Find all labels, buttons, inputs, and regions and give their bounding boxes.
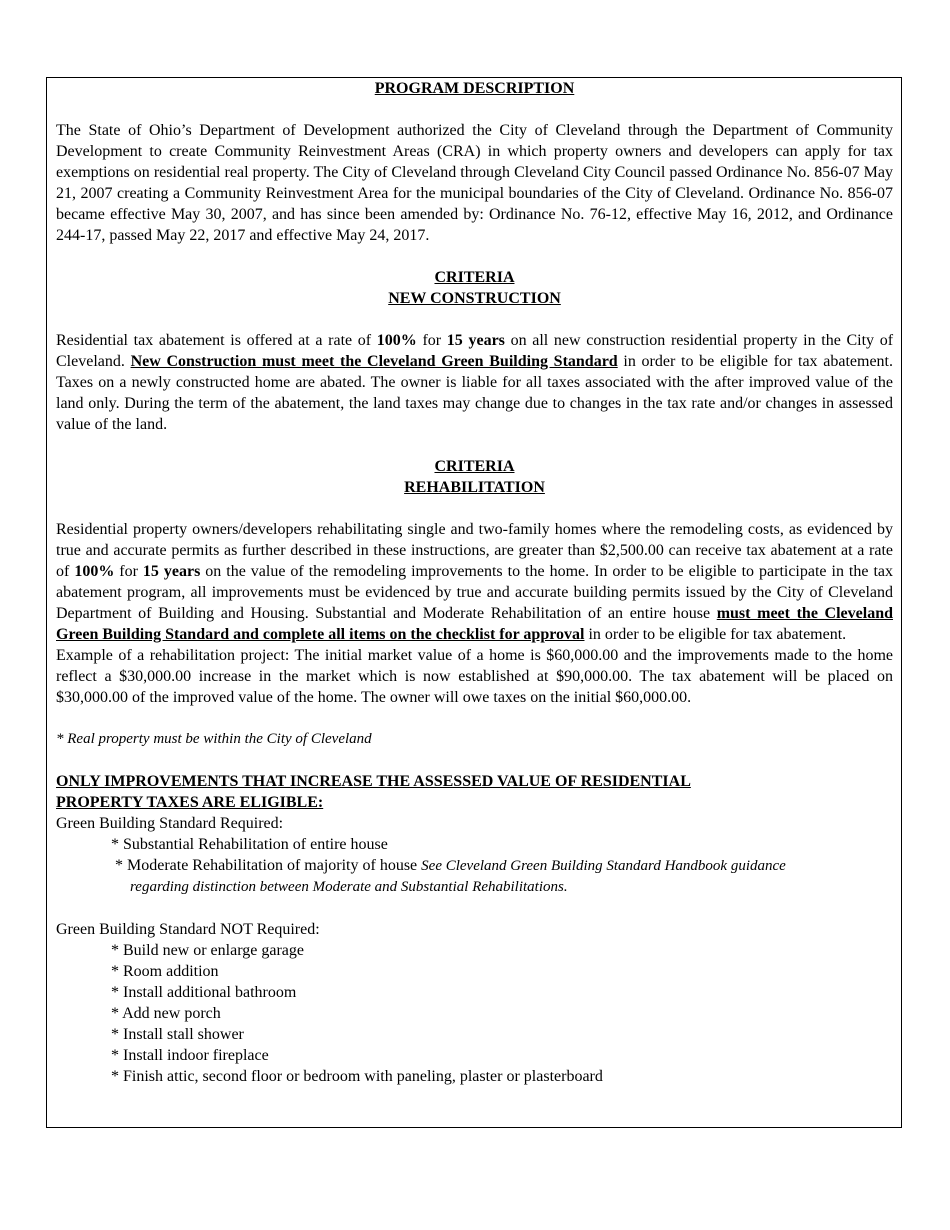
program-description-paragraph: The State of Ohio’s Department of Development authorized the City of Cleveland through the Department of Community Development to create Community Reinvestment Areas (CRA) in which property owners and developers can apply for tax exemptions on residential real property. The City of Cleveland through Cleveland City Council passed Ordinance No. 856-07 May 21, 2007 creating a Community Reinvestment Area for the municipal boundaries of the City of Cleveland. Ordinance No. 856-07 became effective May 30, 2007, and has since been amended by: Ordinance No. 76-12, effective May 16, 2012, and Ordinance 244-17, passed May 22, 2017 and effective May 24, 2017.: [56, 122, 893, 244]
not-required-item: * Build new or enlarge garage: [111, 942, 304, 959]
eligible-heading-line2: PROPERTY TAXES ARE ELIGIBLE:: [56, 794, 324, 811]
rehabilitation-heading: REHABILITATION: [404, 479, 545, 496]
real-property-note: * Real property must be within the City of Cleveland: [56, 731, 372, 747]
handbook-guidance: See Cleveland Green Building Standard Handbook guidance: [421, 858, 786, 874]
nc-text-1: Residential tax abatement is offered at a rate of: [56, 332, 377, 349]
rehab-text-2: for: [114, 563, 143, 580]
not-required-item: * Install additional bathroom: [111, 984, 297, 1001]
eligible-heading-line1: ONLY IMPROVEMENTS THAT INCREASE THE ASSESSED VALUE OF RESIDENTIAL: [56, 773, 691, 790]
nc-rate: 100%: [376, 332, 417, 349]
rehab-text-4: in order to be eligible for tax abatement.: [584, 626, 847, 643]
handbook-guidance-continued: regarding distinction between Moderate and Substantial Rehabilitations.: [130, 879, 568, 895]
rehab-rate: 100%: [74, 563, 115, 580]
not-required-item: * Install stall shower: [111, 1026, 244, 1043]
new-construction-heading: NEW CONSTRUCTION: [388, 290, 561, 307]
green-required-item: * Substantial Rehabilitation of entire house: [111, 836, 388, 853]
nc-requirement: New Construction must meet the Cleveland Green Building Standard: [130, 353, 618, 370]
new-construction-paragraph: [56, 330, 893, 435]
program-description-heading: PROGRAM DESCRIPTION: [374, 80, 575, 97]
rehab-text-3: on the value of the remodeling improvements to the home. In order to be eligible to participate in the tax abatement program, all improvements must be evidenced by true and accurate building permits issued by the City of Cleveland Department of Building and Housing. Substantial and Moderate Rehabilitation of an entire house: [56, 563, 893, 622]
green-not-required-label: Green Building Standard NOT Required:: [56, 921, 320, 938]
not-required-item: * Finish attic, second floor or bedroom with paneling, plaster or plasterboard: [111, 1068, 603, 1085]
new-construction-criteria-heading: CRITERIA: [434, 269, 515, 286]
rehab-text-1: Residential property owners/developers rehabilitating single and two-family homes where the remodeling costs, as evidenced by true and accurate permits as further described in these instructions, are greater than $2,500.00 can receive tax abatement at a rate of: [56, 521, 893, 580]
nc-text-4: in order to be eligible for tax abatement. Taxes on a newly constructed home are abated. The owner is liable for all taxes associated with the after improved value of the land only. During the term of the abatement, the land taxes may change due to changes in the tax rate and/or changes in assessed value of the land.: [56, 353, 894, 433]
rehab-criteria-heading: CRITERIA: [434, 458, 515, 475]
program-box: [46, 77, 902, 1128]
rehab-requirement: must meet the Cleveland Green Building Standard and complete all items on the checklist for approval: [56, 605, 894, 643]
rehab-example-paragraph: Example of a rehabilitation project: The initial market value of a home is $60,000.00 and the improvements made to the home reflect a $30,000.00 increase in the market which is now established at $90,000.00. The tax abatement will be placed on $30,000.00 of the improved value of the home. The owner will owe taxes on the initial $60,000.00.: [56, 647, 893, 706]
rehabilitation-paragraph: [56, 519, 893, 645]
green-required-label: Green Building Standard Required:: [56, 815, 284, 832]
not-required-item: * Room addition: [111, 963, 219, 980]
nc-term: 15 years: [446, 332, 505, 349]
rehab-term: 15 years: [142, 563, 201, 580]
green-required-item: [115, 855, 893, 877]
not-required-item: * Install indoor fireplace: [111, 1047, 269, 1064]
nc-text-2: for: [416, 332, 447, 349]
not-required-item: * Add new porch: [111, 1005, 221, 1022]
nc-text-3: on all new construction residential property in the City of Cleveland.: [56, 332, 894, 370]
green-required-item-text: * Moderate Rehabilitation of majority of house: [115, 857, 422, 874]
